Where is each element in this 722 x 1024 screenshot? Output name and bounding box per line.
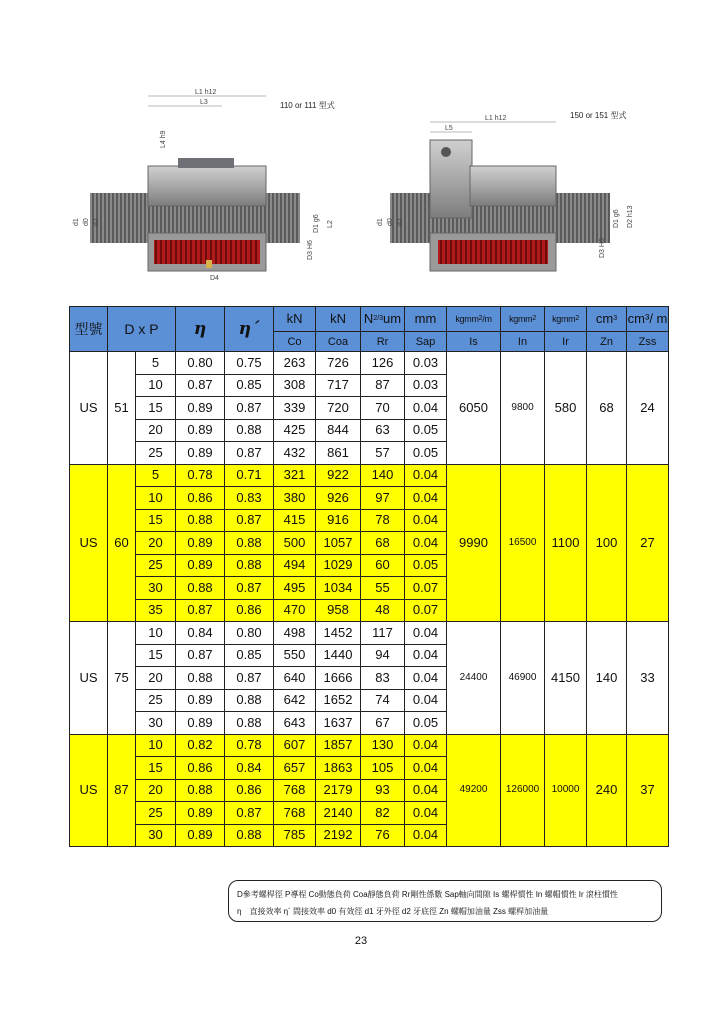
sap-cell: 0.04 — [405, 757, 447, 780]
unit-ir: kgmm$^2$ — [545, 307, 587, 332]
co-cell: 415 — [274, 509, 316, 532]
rr-cell: 74 — [361, 689, 405, 712]
lead-cell: 25 — [136, 442, 176, 465]
eta-cell: 0.80 — [176, 352, 225, 375]
table-row — [70, 734, 669, 757]
co-cell: 494 — [274, 554, 316, 577]
legend-line-1: D參考螺桿徑 P導程 Co動態負荷 Coa靜態負荷 Rr剛性係數 Sap軸向間隙 Is 螺桿慣性 In 螺帽慣性 Ir 滾柱慣性 — [237, 890, 618, 899]
sap-cell: 0.04 — [405, 689, 447, 712]
sap-cell: 0.07 — [405, 599, 447, 622]
lead-cell: 25 — [136, 802, 176, 825]
dim-d0-left: d0 — [83, 218, 90, 226]
rr-cell: 57 — [361, 442, 405, 465]
coa-cell: 1440 — [316, 644, 361, 667]
table-row — [70, 352, 669, 375]
legend-line-2: η 直接效率 η´ 間接效率 d0 有效徑 d1 牙外徑 d2 牙底徑 Zn 螺帽加油量 Zss 螺桿加油量 — [237, 907, 549, 916]
symbol-rr: Rr — [361, 332, 405, 352]
eta-cell: 0.89 — [176, 554, 225, 577]
rr-cell: 63 — [361, 419, 405, 442]
dim-l1-right: L1 h12 — [485, 115, 507, 122]
rr-cell: 70 — [361, 397, 405, 420]
co-cell: 263 — [274, 352, 316, 375]
coa-cell: 958 — [316, 599, 361, 622]
eta-cell: 0.89 — [176, 802, 225, 825]
group-75 — [70, 622, 669, 735]
lead-cell: 15 — [136, 397, 176, 420]
coa-cell: 1857 — [316, 734, 361, 757]
type-label-right: 150 or 151 型式 — [570, 111, 627, 120]
zn-cell: 240 — [587, 734, 627, 847]
group-51 — [70, 352, 669, 465]
coa-cell: 717 — [316, 374, 361, 397]
model-prefix-cell: US — [70, 352, 108, 465]
etap-cell: 0.88 — [225, 824, 274, 847]
co-cell: 432 — [274, 442, 316, 465]
sap-cell: 0.04 — [405, 509, 447, 532]
header-dxp: D x P — [108, 307, 176, 352]
dim-l5-right: L5 — [445, 125, 453, 132]
co-cell: 339 — [274, 397, 316, 420]
coa-cell: 2179 — [316, 779, 361, 802]
coa-cell: 1863 — [316, 757, 361, 780]
coa-cell: 2140 — [316, 802, 361, 825]
lead-cell: 20 — [136, 532, 176, 555]
lead-cell: 5 — [136, 464, 176, 487]
in-cell: 46900 — [501, 622, 545, 735]
sap-cell: 0.03 — [405, 352, 447, 375]
diameter-cell: 87 — [108, 734, 136, 847]
sap-cell: 0.04 — [405, 824, 447, 847]
is-cell: 9990 — [447, 464, 501, 622]
lead-cell: 15 — [136, 757, 176, 780]
rr-cell: 55 — [361, 577, 405, 600]
co-cell: 607 — [274, 734, 316, 757]
diameter-cell: 51 — [108, 352, 136, 465]
sap-cell: 0.04 — [405, 487, 447, 510]
etap-cell: 0.87 — [225, 442, 274, 465]
is-cell: 24400 — [447, 622, 501, 735]
sap-cell: 0.05 — [405, 554, 447, 577]
rr-cell: 68 — [361, 532, 405, 555]
in-cell: 9800 — [501, 352, 545, 465]
lead-cell: 20 — [136, 667, 176, 690]
sap-cell: 0.04 — [405, 779, 447, 802]
symbol-in: In — [501, 332, 545, 352]
dim-l3-left: L3 — [200, 99, 208, 106]
co-cell: 785 — [274, 824, 316, 847]
eta-cell: 0.87 — [176, 374, 225, 397]
unit-sap: mm — [405, 307, 447, 332]
dim-d2-right: d2 — [397, 218, 404, 226]
ir-cell: 10000 — [545, 734, 587, 847]
coa-cell: 1034 — [316, 577, 361, 600]
co-cell: 550 — [274, 644, 316, 667]
eta-cell: 0.86 — [176, 757, 225, 780]
dim-d0-right: d0 — [387, 218, 394, 226]
lead-cell: 10 — [136, 487, 176, 510]
co-cell: 500 — [274, 532, 316, 555]
symbol-coa: Coa — [316, 332, 361, 352]
etap-cell: 0.80 — [225, 622, 274, 645]
zss-cell: 24 — [627, 352, 669, 465]
etap-cell: 0.87 — [225, 667, 274, 690]
dim-D1-left: D1 g6 — [313, 214, 320, 233]
lead-cell: 35 — [136, 599, 176, 622]
etap-cell: 0.88 — [225, 532, 274, 555]
co-cell: 498 — [274, 622, 316, 645]
coa-cell: 916 — [316, 509, 361, 532]
sap-cell: 0.04 — [405, 734, 447, 757]
eta-cell: 0.86 — [176, 487, 225, 510]
header-eta: η — [176, 307, 225, 352]
rr-cell: 82 — [361, 802, 405, 825]
sap-cell: 0.07 — [405, 577, 447, 600]
dim-d2-left: d2 — [93, 218, 100, 226]
eta-cell: 0.88 — [176, 667, 225, 690]
unit-coa: kN — [316, 307, 361, 332]
eta-cell: 0.89 — [176, 712, 225, 735]
lead-cell: 5 — [136, 352, 176, 375]
co-cell: 643 — [274, 712, 316, 735]
dim-L2-left: L2 — [327, 220, 334, 228]
etap-cell: 0.87 — [225, 577, 274, 600]
eta-cell: 0.88 — [176, 577, 225, 600]
in-cell: 126000 — [501, 734, 545, 847]
symbol-sap: Sap — [405, 332, 447, 352]
etap-cell: 0.88 — [225, 689, 274, 712]
dim-d1-left: d1 — [73, 218, 80, 226]
co-cell: 380 — [274, 487, 316, 510]
symbol-is: Is — [447, 332, 501, 352]
spec-table — [69, 306, 669, 847]
rr-cell: 83 — [361, 667, 405, 690]
lead-cell: 10 — [136, 374, 176, 397]
coa-cell: 922 — [316, 464, 361, 487]
etap-cell: 0.88 — [225, 712, 274, 735]
rr-cell: 76 — [361, 824, 405, 847]
sap-cell: 0.05 — [405, 419, 447, 442]
sap-cell: 0.04 — [405, 667, 447, 690]
coa-cell: 720 — [316, 397, 361, 420]
table-row — [70, 464, 669, 487]
lead-cell: 30 — [136, 824, 176, 847]
eta-cell: 0.89 — [176, 824, 225, 847]
header-eta-prime: η´ — [225, 307, 274, 352]
rr-cell: 97 — [361, 487, 405, 510]
etap-cell: 0.86 — [225, 599, 274, 622]
group-60 — [70, 464, 669, 622]
symbol-zn: Zn — [587, 332, 627, 352]
etap-cell: 0.86 — [225, 779, 274, 802]
etap-cell: 0.85 — [225, 374, 274, 397]
co-cell: 321 — [274, 464, 316, 487]
dim-D3-right: D3 H6 — [599, 238, 606, 258]
zss-cell: 37 — [627, 734, 669, 847]
dim-D3-left: D3 H6 — [307, 240, 314, 260]
rr-cell: 60 — [361, 554, 405, 577]
sap-cell: 0.05 — [405, 712, 447, 735]
eta-cell: 0.89 — [176, 419, 225, 442]
roller-screw-drawings — [60, 88, 660, 298]
etap-cell: 0.85 — [225, 644, 274, 667]
rr-cell: 140 — [361, 464, 405, 487]
ir-cell: 1100 — [545, 464, 587, 622]
diameter-cell: 75 — [108, 622, 136, 735]
unit-in: kgmm$^2$ — [501, 307, 545, 332]
dim-D1-right: D1 g6 — [613, 209, 620, 228]
eta-cell: 0.88 — [176, 509, 225, 532]
dim-l4-left: L4 h9 — [160, 130, 167, 148]
in-cell: 16500 — [501, 464, 545, 622]
lead-cell: 20 — [136, 419, 176, 442]
eta-cell: 0.82 — [176, 734, 225, 757]
sap-cell: 0.04 — [405, 622, 447, 645]
symbol-ir: Ir — [545, 332, 587, 352]
ir-cell: 4150 — [545, 622, 587, 735]
model-prefix-cell: US — [70, 622, 108, 735]
eta-cell: 0.88 — [176, 779, 225, 802]
etap-cell: 0.75 — [225, 352, 274, 375]
rr-cell: 48 — [361, 599, 405, 622]
coa-cell: 1029 — [316, 554, 361, 577]
unit-co: kN — [274, 307, 316, 332]
eta-cell: 0.87 — [176, 599, 225, 622]
eta-cell: 0.84 — [176, 622, 225, 645]
model-prefix-cell: US — [70, 734, 108, 847]
type-label-left: 110 or 111 型式 — [280, 101, 335, 110]
lead-cell: 30 — [136, 712, 176, 735]
zss-cell: 33 — [627, 622, 669, 735]
rr-cell: 93 — [361, 779, 405, 802]
sap-cell: 0.03 — [405, 374, 447, 397]
coa-cell: 844 — [316, 419, 361, 442]
unit-rr: $N^{2/3}um$ — [361, 307, 405, 332]
rr-cell: 130 — [361, 734, 405, 757]
etap-cell: 0.87 — [225, 397, 274, 420]
coa-cell: 1652 — [316, 689, 361, 712]
sap-cell: 0.04 — [405, 397, 447, 420]
eta-cell: 0.78 — [176, 464, 225, 487]
etap-cell: 0.71 — [225, 464, 274, 487]
co-cell: 768 — [274, 779, 316, 802]
lead-cell: 25 — [136, 689, 176, 712]
eta-cell: 0.89 — [176, 442, 225, 465]
co-cell: 642 — [274, 689, 316, 712]
eta-cell: 0.89 — [176, 397, 225, 420]
header-model: 型號 — [70, 307, 108, 352]
unit-zn: $cm^3$ — [587, 307, 627, 332]
is-cell: 6050 — [447, 352, 501, 465]
etap-cell: 0.88 — [225, 554, 274, 577]
zn-cell: 100 — [587, 464, 627, 622]
is-cell: 49200 — [447, 734, 501, 847]
rr-cell: 87 — [361, 374, 405, 397]
etap-cell: 0.83 — [225, 487, 274, 510]
lead-cell: 10 — [136, 622, 176, 645]
lead-cell: 10 — [136, 734, 176, 757]
page-number: 23 — [354, 935, 368, 947]
lead-cell: 15 — [136, 644, 176, 667]
dim-d1-right: d1 — [377, 218, 384, 226]
co-cell: 425 — [274, 419, 316, 442]
coa-cell: 1452 — [316, 622, 361, 645]
legend-box — [228, 880, 662, 922]
coa-cell: 861 — [316, 442, 361, 465]
unit-zss: cm³/ m — [627, 307, 669, 332]
co-cell: 640 — [274, 667, 316, 690]
etap-cell: 0.88 — [225, 419, 274, 442]
sap-cell: 0.04 — [405, 802, 447, 825]
ir-cell: 580 — [545, 352, 587, 465]
table-row — [70, 622, 669, 645]
etap-cell: 0.84 — [225, 757, 274, 780]
etap-cell: 0.87 — [225, 802, 274, 825]
co-cell: 495 — [274, 577, 316, 600]
lead-cell: 20 — [136, 779, 176, 802]
symbol-co: Co — [274, 332, 316, 352]
etap-cell: 0.87 — [225, 509, 274, 532]
rr-cell: 117 — [361, 622, 405, 645]
co-cell: 657 — [274, 757, 316, 780]
right-assembly-drawing — [377, 110, 634, 271]
sap-cell: 0.05 — [405, 442, 447, 465]
zn-cell: 68 — [587, 352, 627, 465]
coa-cell: 2192 — [316, 824, 361, 847]
sap-cell: 0.04 — [405, 464, 447, 487]
eta-cell: 0.89 — [176, 532, 225, 555]
co-cell: 470 — [274, 599, 316, 622]
lead-cell: 30 — [136, 577, 176, 600]
sap-cell: 0.04 — [405, 532, 447, 555]
coa-cell: 1666 — [316, 667, 361, 690]
etap-cell: 0.78 — [225, 734, 274, 757]
rr-cell: 126 — [361, 352, 405, 375]
eta-cell: 0.87 — [176, 644, 225, 667]
sap-cell: 0.04 — [405, 644, 447, 667]
coa-cell: 1637 — [316, 712, 361, 735]
lead-cell: 25 — [136, 554, 176, 577]
symbol-zss: Zss — [627, 332, 669, 352]
diameter-cell: 60 — [108, 464, 136, 622]
coa-cell: 726 — [316, 352, 361, 375]
rr-cell: 67 — [361, 712, 405, 735]
group-87 — [70, 734, 669, 847]
zss-cell: 27 — [627, 464, 669, 622]
eta-cell: 0.89 — [176, 689, 225, 712]
dim-D2-right: D2 h13 — [627, 205, 634, 228]
model-prefix-cell: US — [70, 464, 108, 622]
lead-cell: 15 — [136, 509, 176, 532]
coa-cell: 1057 — [316, 532, 361, 555]
dim-l1-left: L1 h12 — [195, 89, 217, 96]
dim-d4-left: D4 — [210, 275, 219, 282]
rr-cell: 78 — [361, 509, 405, 532]
co-cell: 768 — [274, 802, 316, 825]
zn-cell: 140 — [587, 622, 627, 735]
unit-is: kgmm$^2$/m — [447, 307, 501, 332]
rr-cell: 105 — [361, 757, 405, 780]
rr-cell: 94 — [361, 644, 405, 667]
left-assembly-drawing — [73, 89, 335, 282]
co-cell: 308 — [274, 374, 316, 397]
coa-cell: 926 — [316, 487, 361, 510]
